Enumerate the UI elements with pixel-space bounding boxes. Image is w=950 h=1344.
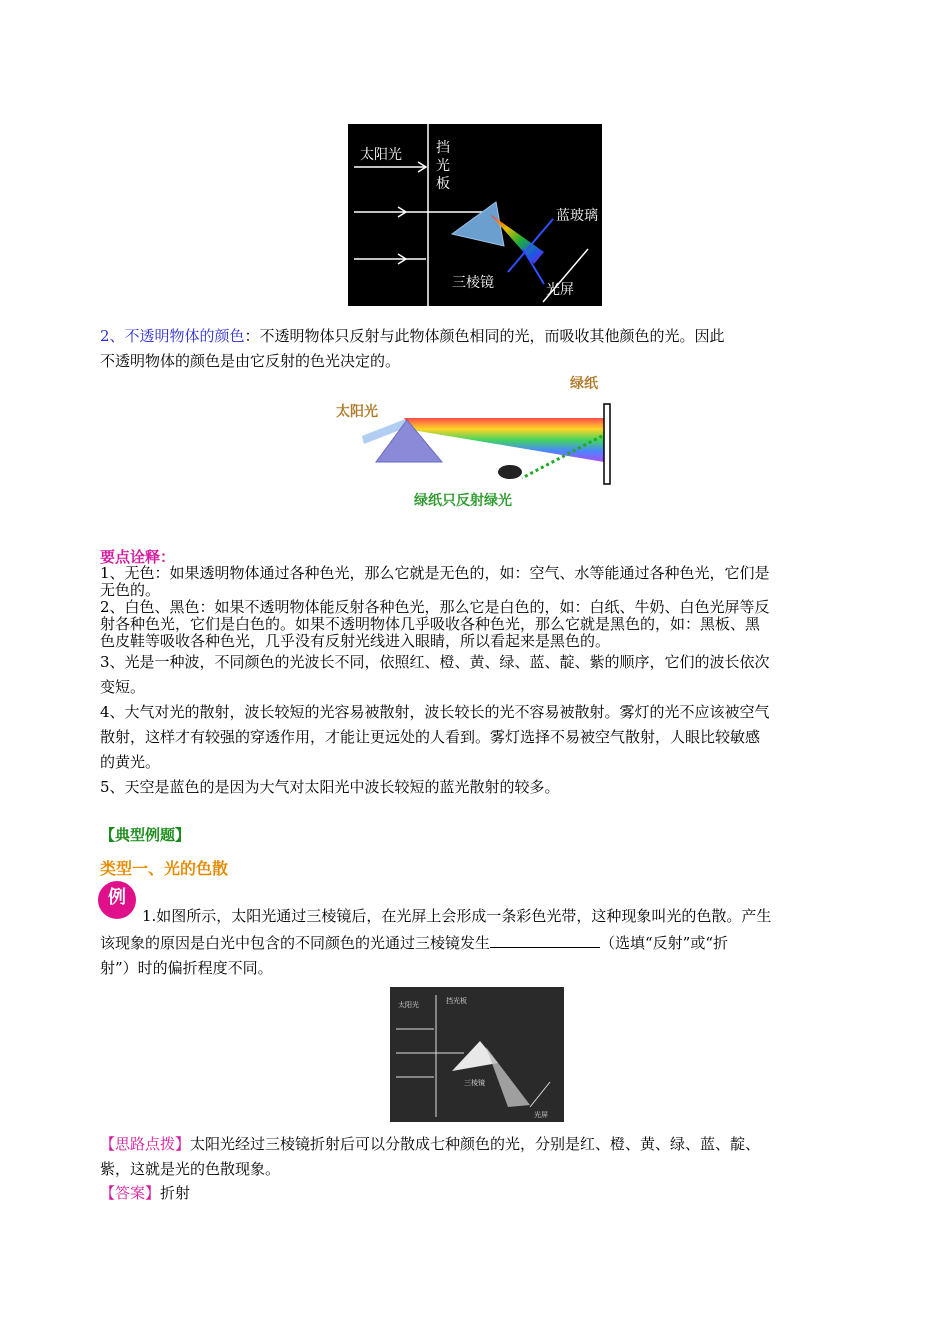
- notes-line-2: 无色的。: [100, 581, 161, 599]
- notes-line-5: 色皮鞋等吸收各种色光，几乎没有反射光线进入眼睛，所以看起来是黑色的。: [100, 632, 611, 650]
- question-line-3: 射”）时的偏折程度不同。: [100, 959, 273, 977]
- notes-line-8: 4、大气对光的散射，波长较短的光容易被散射，波长较长的光不容易被散射。雾灯的光不应该被空气: [100, 703, 770, 721]
- question-line-1: 1.如图所示，太阳光通过三棱镜后，在光屏上会形成一条彩色光带，这种现象叫光的色散。产生: [142, 907, 772, 925]
- item2-title: 2、不透明物体的颜色: [100, 327, 245, 345]
- item2-line-1: [100, 326, 852, 346]
- green-paper-figure: [332, 374, 622, 514]
- item2-line-2: 不透明物体的颜色是由它反射的色光决定的。: [100, 352, 401, 370]
- fig1-shield-char-1: 挡: [436, 140, 450, 156]
- question-line-2: [100, 933, 852, 953]
- question-line-2-a: 该现象的原因是白光中包含的不同颜色的光通过三棱镜发生: [100, 934, 491, 952]
- fig3-prism-label: 三棱镜: [464, 1079, 485, 1087]
- notes-line-10: 的黄光。: [100, 753, 161, 771]
- question-line-2-b: （选填“反射”或“折: [600, 934, 729, 952]
- notes-line-6: 3、光是一种波，不同颜色的光波长不同，依照红、橙、黄、绿、蓝、靛、紫的顺序，它们的波长依次: [100, 653, 770, 671]
- hint-line-1: [100, 1134, 852, 1154]
- fig1-blue-glass-label: 蓝玻璃: [556, 208, 598, 224]
- fig1-shield-char-2: 光: [436, 158, 450, 174]
- fig3-sunlight-label: 太阳光: [398, 1001, 419, 1009]
- notes-line-11: 5、天空是蓝色的是因为大气对太阳光中波长较短的蓝光散射的较多。: [100, 778, 560, 796]
- notes-line-4: 射各种色光，它们是白色的。如果不透明物体几乎吸收各种色光，那么它就是黑色的，如：黑板、黑: [100, 615, 761, 633]
- examples-heading: 【典型例题】: [100, 826, 191, 844]
- prism-dispersion-figure: [348, 124, 602, 306]
- fig2-green-paper: [604, 404, 610, 484]
- hint-line-2: 紫，这就是光的色散现象。: [100, 1160, 281, 1178]
- answer-label: 【答案】: [100, 1184, 161, 1202]
- notes-line-9: 散射，这样才有较强的穿透作用，才能让更远处的人看到。雾灯选择不易被空气散射，人眼比较敏感: [100, 728, 761, 746]
- notes-line-7: 变短。: [100, 678, 146, 696]
- notes-line-3: 2、白色、黑色：如果不透明物体能反射各种色光，那么它是白色的，如：白纸、牛奶、白色光屏等反: [100, 598, 770, 616]
- fig1-sunlight-label: 太阳光: [360, 147, 402, 163]
- fig2-sunlight-label: 太阳光: [336, 404, 378, 420]
- example-badge-icon: [98, 881, 136, 919]
- fig1-prism-label: 三棱镜: [452, 275, 494, 291]
- fig2-eye-icon: [498, 465, 522, 479]
- hint-label: 【思路点拨】: [100, 1135, 191, 1153]
- fig1-screen-label: 光屏: [546, 282, 574, 298]
- fig2-green-paper-label: 绿纸: [570, 376, 598, 392]
- answer-text: 折射: [160, 1184, 191, 1202]
- fig3-shield-label: 挡光板: [446, 997, 467, 1005]
- fig2-caption: 绿纸只反射绿光: [414, 493, 512, 509]
- item2-text-1: ：不透明物体只反射与此物体颜色相同的光，而吸收其他颜色的光。因此: [244, 327, 725, 345]
- answer-line: [100, 1183, 852, 1203]
- notes-heading: 要点诠释：: [100, 548, 176, 566]
- example-badge-label: 例: [108, 887, 126, 908]
- hint-text-1: 太阳光经过三棱镜折射后可以分散成七种颜色的光，分别是红、橙、黄、绿、蓝、靛、: [190, 1135, 761, 1153]
- type1-heading: 类型一、光的色散: [100, 859, 229, 878]
- fig3-screen-label: 光屏: [534, 1111, 548, 1119]
- notes-line-1: 1、无色：如果透明物体通过各种色光，那么它就是无色的，如：空气、水等能通过各种色光，它们是: [100, 564, 770, 582]
- answer-blank[interactable]: [490, 933, 600, 948]
- fig1-shield-char-3: 板: [436, 176, 450, 192]
- example-figure: [390, 987, 564, 1122]
